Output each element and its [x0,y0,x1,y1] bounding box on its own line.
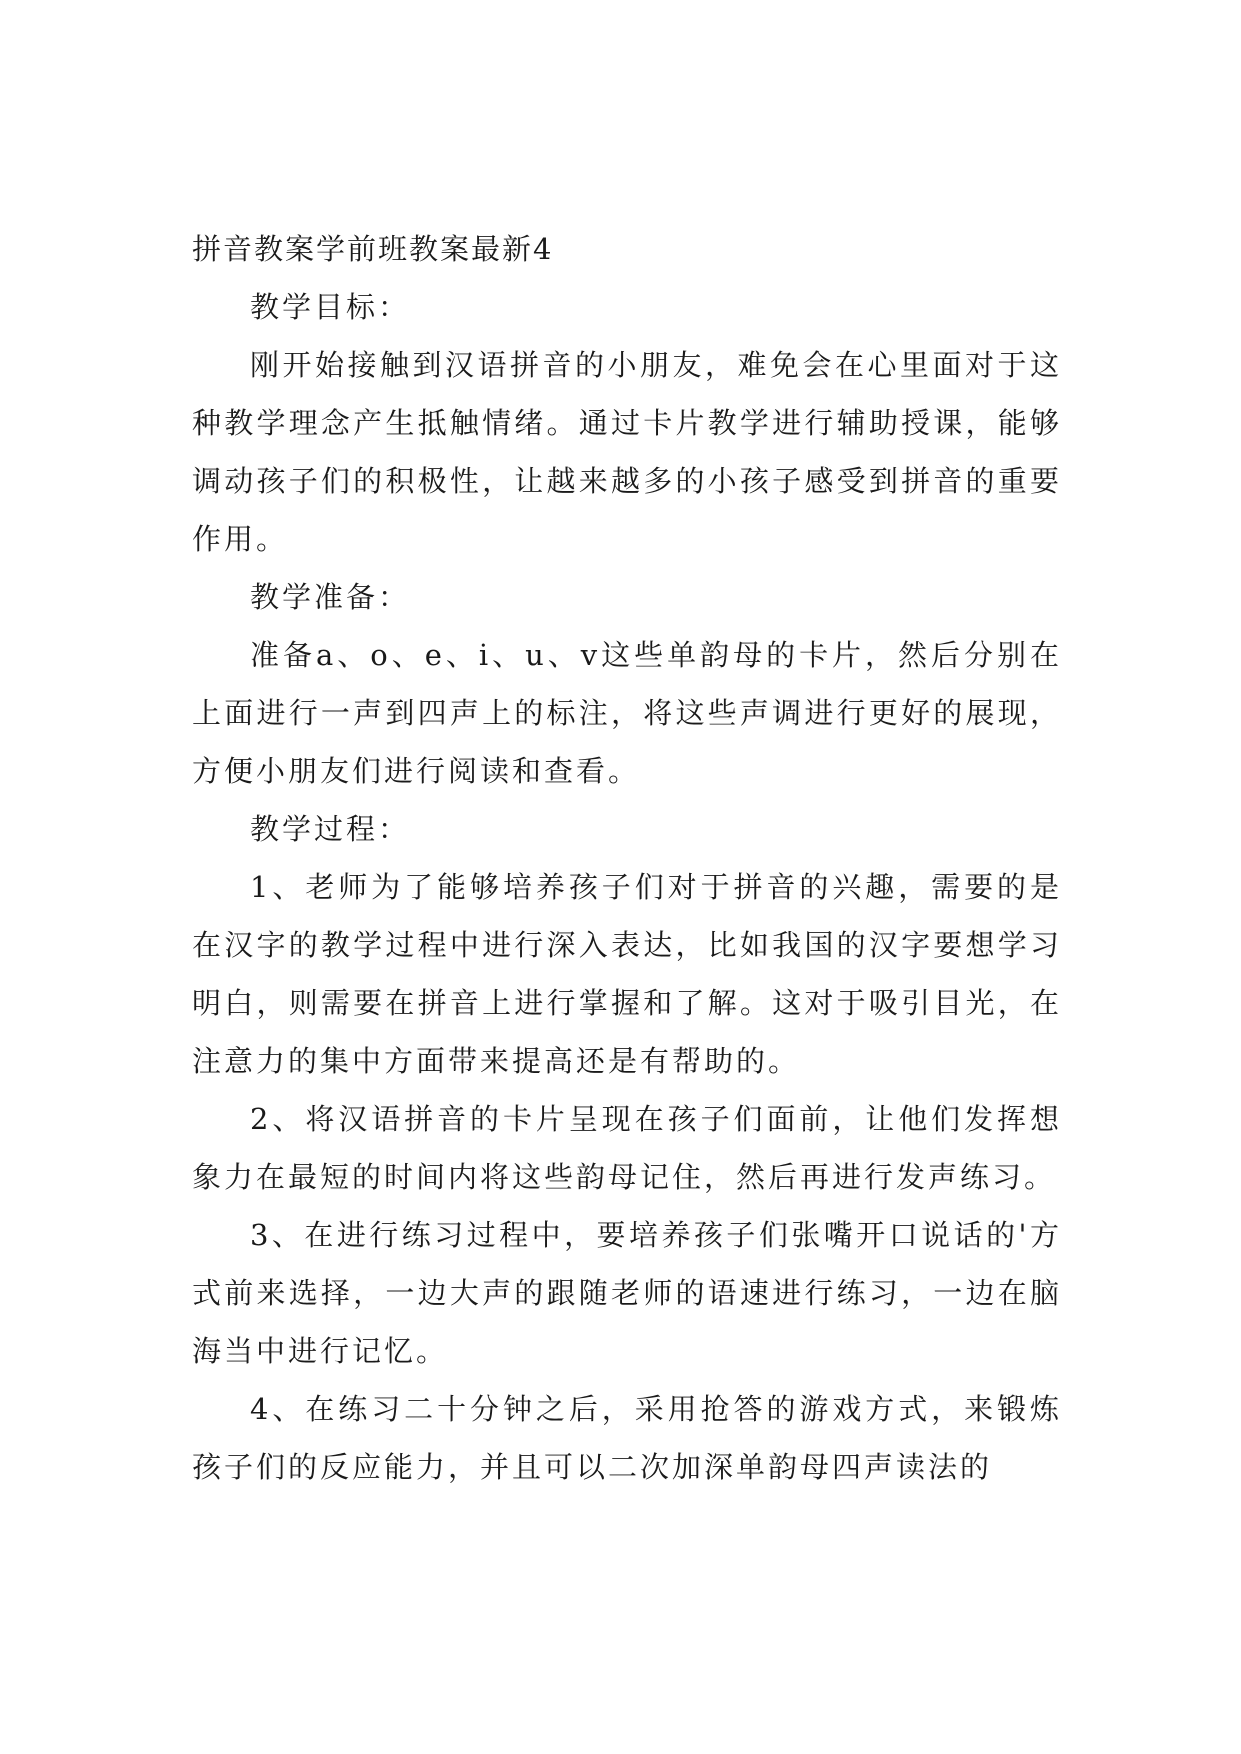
section-heading-goals: 教学目标： [250,290,411,324]
paragraph-goals: 刚开始接触到汉语拼音的小朋友，难免会在心里面对于这种教学理念产生抵触情绪。通过卡片教学进行辅助授课，能够调动孩子们的积极性，让越来越多的小孩子感受到拼音的重要作用。 [192,348,1062,556]
document-title: 拼音教案学前班教案最新4 [192,232,554,266]
section-heading-preparation: 教学准备： [250,580,411,614]
paragraph-preparation: 准备a、o、e、i、u、v这些单韵母的卡片，然后分别在上面进行一声到四声上的标注，将这些声调进行更好的展现，方便小朋友们进行阅读和查看。 [192,638,1062,788]
process-step-4: 4、在练习二十分钟之后，采用抢答的游戏方式，来锻炼孩子们的反应能力，并且可以二次加深单韵母四声读法的 [192,1392,1062,1484]
process-step-1: 1、老师为了能够培养孩子们对于拼音的兴趣，需要的是在汉字的教学过程中进行深入表达，比如我国的汉字要想学习明白，则需要在拼音上进行掌握和了解。这对于吸引目光，在注意力的集中方面带来提高还是有帮助的。 [192,870,1062,1078]
document-page [192,220,1062,1496]
process-step-2: 2、将汉语拼音的卡片呈现在孩子们面前，让他们发挥想象力在最短的时间内将这些韵母记住，然后再进行发声练习。 [192,1102,1062,1194]
process-step-3: 3、在进行练习过程中，要培养孩子们张嘴开口说话的'方式前来选择，一边大声的跟随老师的语速进行练习，一边在脑海当中进行记忆。 [192,1218,1062,1368]
section-heading-process: 教学过程： [250,812,411,846]
